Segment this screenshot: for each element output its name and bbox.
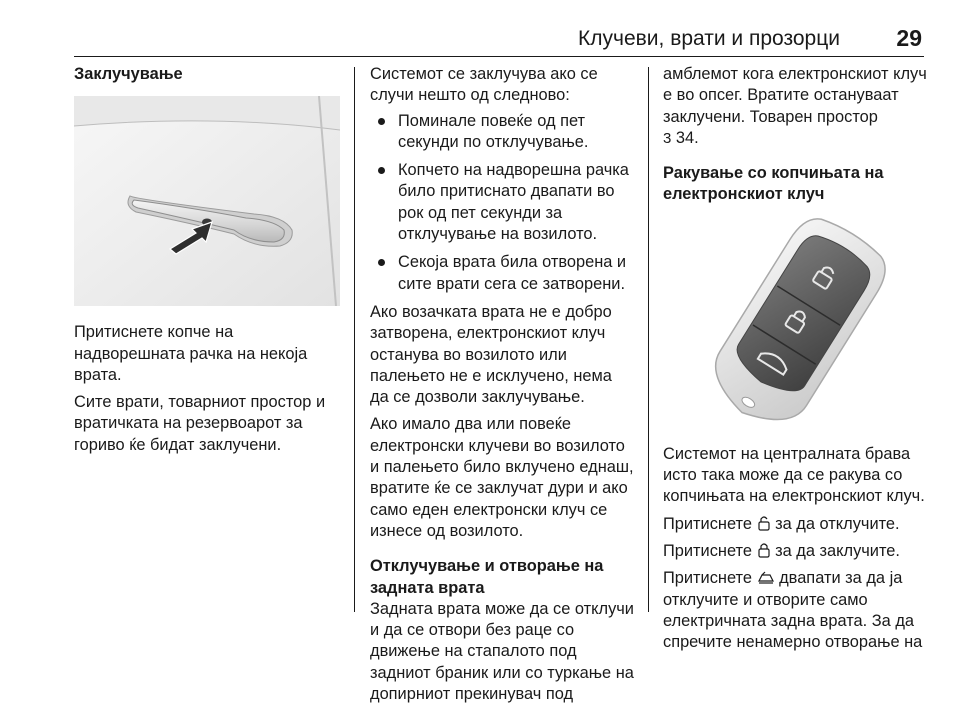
column-divider-1 — [354, 67, 355, 612]
door-handle-illustration — [74, 96, 340, 306]
relock-conditions-list — [370, 111, 635, 295]
list-item: Поминале повеќе од пет секунди по отклучување. — [370, 111, 635, 154]
tailgate-button-icon — [758, 571, 774, 585]
chapter-title: Клучеви, врати и прозорци — [578, 27, 840, 50]
locking-paragraph-2: Сите врати, товарниот простор и вратичката на резервоарот за гориво ќе бидат заклучени. — [74, 393, 326, 454]
door-handle-press-icon — [74, 96, 340, 306]
electronic-key-icon — [663, 216, 929, 436]
section-heading-tailgate: Отклучување и отворање на задната врата — [370, 557, 604, 597]
section-heading-locking: Заклучување — [74, 65, 183, 83]
driver-door-paragraph: Ако возачката врата не е добро затворена, електронскиот клуч останува во возилото или палењето не е исклучено, нема да се дозволи заклучување. — [370, 302, 612, 407]
cross-reference-page[interactable]: 34. — [675, 128, 699, 147]
tailgate-paragraph: Задната врата може да се отклучи и да се отвори без раце со движење на стапалото под задниот браник или со туркање на допирниот прекинувач под — [370, 599, 634, 704]
unlock-instruction: Притиснете за да отклучите. — [663, 514, 900, 533]
column-2 — [370, 64, 635, 705]
page-number: 29 — [896, 25, 922, 51]
central-locking-paragraph: Системот на централната брава исто така може да се ракува со копчињата на електронскиот клуч. — [663, 444, 925, 506]
list-item: Секоја врата била отворена и сите врати сега се затворени. — [370, 252, 635, 295]
page-header — [0, 0, 960, 58]
header-rule — [74, 56, 924, 57]
column-1 — [74, 64, 342, 456]
cross-reference-arrow-icon: 3 — [663, 129, 672, 147]
column-3 — [663, 64, 928, 653]
lock-instruction: Притиснете за да заклучите. — [663, 541, 900, 560]
lock-button-icon — [758, 542, 770, 558]
section-heading-key-buttons: Ракување со копчињата на електронскиот клуч — [663, 164, 884, 204]
multiple-keys-paragraph: Ако имало два или повеќе електронски клучеви во возилото и палењето било вклучено еднаш, вратите ќе се заклучат дури и ако само еден електронски клуч се изнесе од возилото. — [370, 415, 634, 540]
tailgate-button-instruction: Притиснете двапати за да ја отклучите и отворите само електричната задна врата. За да спречите ненамерно отворање на — [663, 569, 923, 652]
unlock-button-icon — [758, 515, 770, 531]
locking-paragraph-1: Притиснете копче на надворешната рачка на некоја врата. — [74, 323, 308, 384]
relock-intro: Системот се заклучува ако се случи нешто од следново: — [370, 65, 598, 105]
column-divider-2 — [648, 67, 649, 612]
key-fob-illustration — [663, 216, 929, 436]
list-item: Копчето на надворешна рачка било притиснато двапати во рок од пет секунди за отклучување на возилото. — [370, 160, 635, 245]
tailgate-continued-paragraph: амблемот кога електронскиот клуч е во опсег. Вратите остануваат заклучени. Товарен простор 3 34. — [663, 65, 927, 147]
